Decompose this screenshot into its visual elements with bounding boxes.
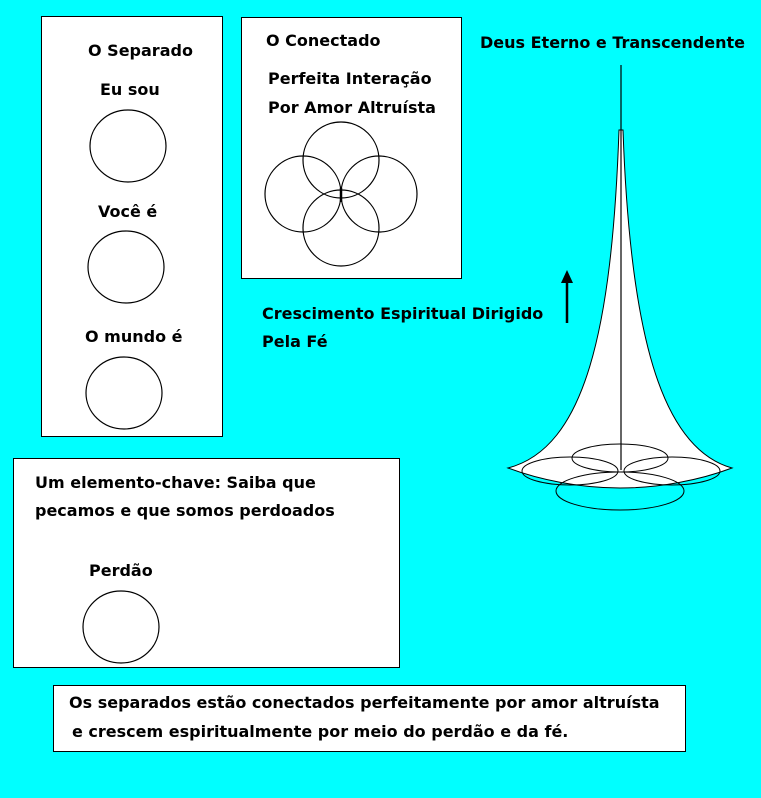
amor-altruista-label: Por Amor Altruísta bbox=[268, 98, 436, 117]
spiritual-spire bbox=[508, 65, 732, 510]
crescimento-label: Crescimento Espiritual Dirigido bbox=[262, 304, 544, 323]
summary-line1: Os separados estão conectados perfeitamente por amor altruísta bbox=[69, 693, 660, 712]
o-mundo-e-circle bbox=[86, 357, 162, 429]
voce-e-label: Você é bbox=[98, 202, 158, 221]
perdao-label: Perdão bbox=[89, 561, 153, 580]
eu-sou-label: Eu sou bbox=[100, 80, 160, 99]
voce-e-circle bbox=[88, 231, 164, 303]
summary-line2: e crescem espiritualmente por meio do perdão e da fé. bbox=[72, 722, 569, 741]
conectado-title: O Conectado bbox=[266, 31, 381, 50]
deus-eterno-label: Deus Eterno e Transcendente bbox=[480, 33, 745, 52]
eu-sou-circle bbox=[90, 110, 166, 182]
pela-fe-label: Pela Fé bbox=[262, 332, 328, 351]
perdao-circle bbox=[83, 591, 159, 663]
key-element-line2: pecamos e que somos perdoados bbox=[35, 501, 335, 520]
growth-arrow-icon bbox=[561, 270, 573, 323]
perfeita-interacao-label: Perfeita Interação bbox=[268, 69, 432, 88]
separado-title: O Separado bbox=[88, 41, 193, 60]
key-element-line1: Um elemento-chave: Saiba que bbox=[35, 473, 316, 492]
o-mundo-e-label: O mundo é bbox=[85, 327, 183, 346]
